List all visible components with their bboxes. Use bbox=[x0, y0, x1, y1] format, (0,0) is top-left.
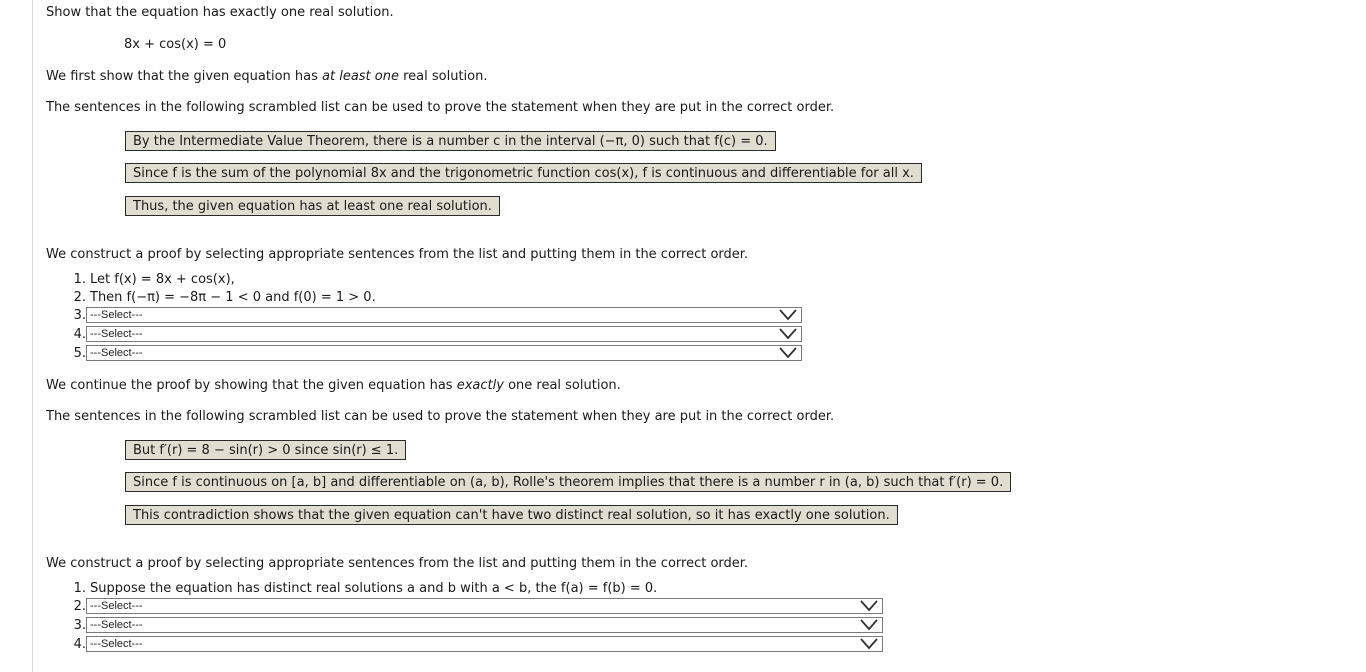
step-text: Let f(x) = 8x + cos(x), bbox=[90, 272, 235, 287]
select-value: ---Select--- bbox=[90, 638, 143, 650]
step-number: 1. bbox=[73, 581, 86, 596]
proof-step-3-row bbox=[68, 307, 143, 324]
step-number: 4. bbox=[73, 637, 86, 652]
step-number: 3. bbox=[73, 618, 86, 633]
construct-note-2: We construct a proof by selecting appropriate sentences from the list and putting them in the correct order. bbox=[46, 556, 749, 571]
select-value: ---Select--- bbox=[90, 600, 143, 612]
continue-a: We continue the proof by showing that the given equation has bbox=[46, 378, 457, 393]
proof2-step-3-row bbox=[68, 617, 143, 634]
construct-note-1: We construct a proof by selecting appropriate sentences from the list and putting them in the correct order. bbox=[46, 247, 749, 262]
step-number: 2. bbox=[73, 599, 86, 614]
scrambled-sentence-4: But f′(r) = 8 − sin(r) > 0 since sin(r) ≤ 1. bbox=[125, 440, 406, 460]
scrambled-sentence-2: Since f is the sum of the polynomial 8x and the trigonometric function cos(x), f is continuous and differentiable for all x. bbox=[125, 163, 922, 183]
left-margin-rule bbox=[32, 0, 33, 672]
step-text: Then f(−π) = −8π − 1 < 0 and f(0) = 1 > 0. bbox=[90, 290, 376, 305]
step-number: 1. bbox=[73, 272, 86, 287]
step-number: 5. bbox=[73, 346, 86, 361]
first-show-emphasis: at least one bbox=[322, 69, 399, 84]
chevron-down-icon bbox=[860, 600, 878, 612]
proof2-step-4-select[interactable] bbox=[86, 636, 883, 652]
proof2-step-4-row bbox=[68, 636, 143, 653]
scrambled-sentence-3: Thus, the given equation has at least one real solution. bbox=[125, 196, 500, 216]
proof2-step-2-select[interactable] bbox=[86, 598, 883, 614]
continue-b: one real solution. bbox=[503, 378, 621, 393]
continue-text bbox=[46, 378, 621, 394]
proof-step-2 bbox=[68, 290, 376, 306]
proof2-step-3-select[interactable] bbox=[86, 617, 883, 633]
select-value: ---Select--- bbox=[90, 328, 143, 340]
proof2-step-1 bbox=[68, 581, 657, 597]
scrambled-note-1: The sentences in the following scrambled list can be used to prove the statement when they are put in the correct order. bbox=[46, 100, 835, 115]
select-value: ---Select--- bbox=[90, 309, 143, 321]
scrambled-note-2: The sentences in the following scrambled list can be used to prove the statement when they are put in the correct order. bbox=[46, 409, 835, 424]
select-value: ---Select--- bbox=[90, 619, 143, 631]
step-5-select[interactable] bbox=[86, 345, 802, 361]
step-3-select[interactable] bbox=[86, 307, 802, 323]
proof-step-4-row bbox=[68, 326, 143, 343]
scrambled-sentence-1: By the Intermediate Value Theorem, there is a number c in the interval (−π, 0) such that f(c) = 0. bbox=[125, 131, 776, 151]
chevron-down-icon bbox=[860, 638, 878, 650]
select-value: ---Select--- bbox=[90, 347, 143, 359]
chevron-down-icon bbox=[779, 347, 797, 359]
scrambled-sentence-5: Since f is continuous on [a, b] and differentiable on (a, b), Rolle's theorem implies that there is a number r in (a, b) such that f′(r) = 0. bbox=[125, 472, 1011, 492]
first-show-text bbox=[46, 69, 488, 85]
step-4-select[interactable] bbox=[86, 326, 802, 342]
chevron-down-icon bbox=[860, 619, 878, 631]
step-number: 4. bbox=[73, 327, 86, 342]
step-text: Suppose the equation has distinct real solutions a and b with a < b, the f(a) = f(b) = 0. bbox=[90, 581, 658, 596]
first-show-b: real solution. bbox=[398, 69, 488, 84]
continue-emphasis: exactly bbox=[456, 378, 504, 393]
step-number: 3. bbox=[73, 308, 86, 323]
chevron-down-icon bbox=[779, 309, 797, 321]
chevron-down-icon bbox=[779, 328, 797, 340]
step-number: 2. bbox=[73, 290, 86, 305]
equation: 8x + cos(x) = 0 bbox=[124, 37, 227, 52]
proof-step-1 bbox=[68, 272, 235, 288]
proof2-step-2-row bbox=[68, 598, 143, 615]
first-show-a: We first show that the given equation has bbox=[46, 69, 323, 84]
scrambled-sentence-6: This contradiction shows that the given equation can't have two distinct real solution, so it has exactly one solution. bbox=[125, 505, 898, 525]
proof-step-5-row bbox=[68, 345, 143, 362]
question-prompt: Show that the equation has exactly one real solution. bbox=[46, 5, 394, 20]
